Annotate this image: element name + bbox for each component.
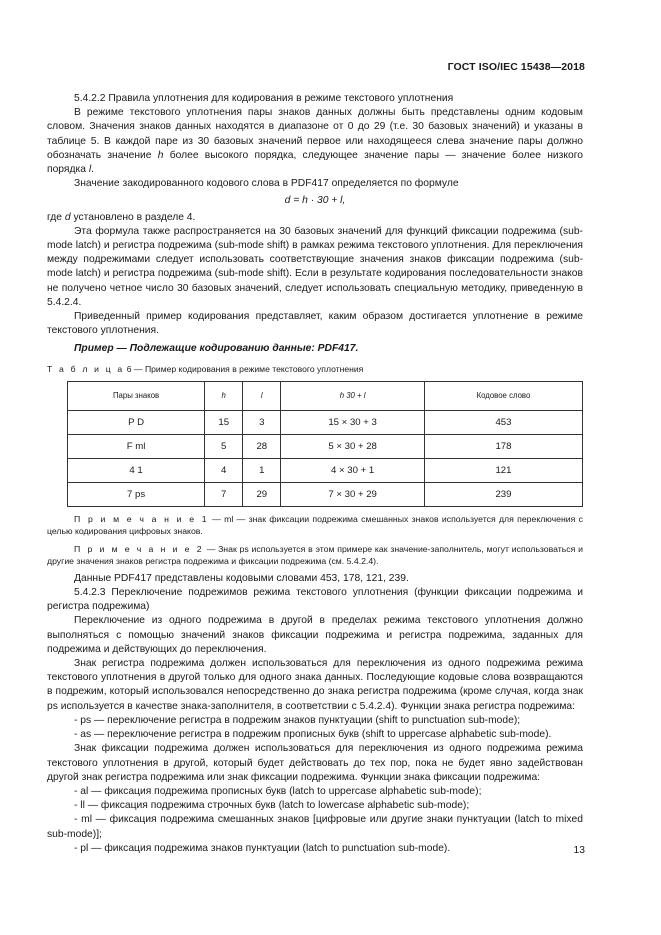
note-2: П р и м е ч а н и е 2 — Знак ps используется в этом примере как значение-заполнитель, могут использоваться и другие значения знаков регистра подрежима и фиксации подрежима (см. 5.4.2.4). (47, 543, 583, 566)
paragraph-pairs: В режиме текстового уплотнения пары знаков данных должны быть представлены одним кодовым словом. Значения знаков данных находятся в диапазоне от 0 до 29 (т.е. 30 базовых значений) и указаны в таблице 5. В каждой паре из 30 базовых значений первое или находящееся слева значение пары должно обозначать значение h более высокого порядка, следующее значение пары — значение более низкого порядка l. (47, 107, 583, 176)
table-header-cell: Кодовое слово (424, 381, 582, 410)
table-row (68, 410, 583, 434)
table-cell: 4 1 (68, 458, 205, 482)
section-heading-5-4-2-2: 5.4.2.2 Правила уплотнения для кодирования в режиме текстового уплотнения (74, 93, 454, 104)
table-header-cell: h 30 + l (281, 381, 425, 410)
table-cell: 7 × 30 + 29 (281, 482, 425, 506)
table-header-cell: l (243, 381, 281, 410)
table-cell: 239 (424, 482, 582, 506)
table-cell: 5 × 30 + 28 (281, 434, 425, 458)
table-cell: F ml (68, 434, 205, 458)
table-cell: 4 × 30 + 1 (281, 458, 425, 482)
table-cell: 121 (424, 458, 582, 482)
table-row (68, 434, 583, 458)
paragraph-switching: Переключение из одного подрежима в другой в пределах режима текстового уплотнения должно выполняться с помощью значений знаков фиксации подрежима и регистра подрежима, заданных для подрежима и действующих до переключения. (47, 615, 583, 655)
list-item-pl: - pl — фиксация подрежима знаков пунктуации (latch to punctuation sub-mode). (74, 842, 451, 854)
table-cell: 7 (205, 482, 243, 506)
paragraph-formula-scope: Эта формула также распространяется на 30 базовых значений для функций фиксации подрежима (sub-mode latch) и регистра подрежима (sub-mode shift) в рамках режима текстового уплотнения. Для переключения между подрежимами следует использовать соответствующие значения знаков фиксации подрежима (sub-mode latch) и регистра подрежима (sub-mode shift). Если в результате кодирования последовательности знаков не получено четное число 30 базовых значений, следует использовать специальную методику, приведенную в 5.4.2.4. (47, 225, 583, 308)
table-cell: 28 (243, 434, 281, 458)
table-row (68, 482, 583, 506)
table-cell: 453 (424, 410, 582, 434)
table-cell: 15 (205, 410, 243, 434)
paragraph-latch: Знак фиксации подрежима должен использоваться для переключения из одного подрежима режима текстового уплотнения в другой, который будет действовать до тех пор, пока не будет явно задействован другой знак регистра подрежима или знак фиксации подрежима. Функции знака фиксации подрежима: (47, 743, 583, 783)
formula: d = h · 30 + l, (284, 195, 346, 207)
list-item-ml: - ml — фиксация подрежима смешанных знаков [цифровые или другие знаки пунктуации (latch to mixed sub-mode)]; (47, 814, 583, 840)
paragraph-codewords: Данные PDF417 представлены кодовыми словами 453, 178, 121, 239. (74, 572, 409, 584)
table-cell: 7 ps (68, 482, 205, 506)
table-header-row (68, 381, 583, 410)
page-content (47, 92, 583, 856)
note-1: П р и м е ч а н и е 1 — ml — знак фиксации подрежима смешанных знаков используется для переключения с целью кодирования цифровых знаков. (47, 513, 583, 536)
list-item-ps: - ps — переключение регистра в подрежим знаков пунктуации (shift to punctuation sub-mode); (74, 714, 521, 726)
encoding-example-table (67, 381, 583, 507)
section-heading-5-4-2-3: 5.4.2.3 Переключение подрежимов режима текстового уплотнения (функции фиксации подрежима и регистра подрежима) (47, 587, 583, 613)
list-item-as: - as — переключение регистра в подрежим прописных букв (shift to uppercase alphabetic sub-mode). (74, 729, 552, 741)
paragraph-shift: Знак регистра подрежима должен использоваться для переключения из одного подрежима режима текстового уплотнения в другой только для одного знака данных. Последующие кодовые слова возвращаются в подрежим, который использовался непосредственно до знака регистра подрежима (кроме случая, когда знак ps используется в качестве знака-заполнителя, в соответствии с 5.4.2.4). Функции знака регистра подрежима: (47, 658, 583, 712)
example-title: Пример — Подлежащие кодированию данные: PDF417. (74, 343, 359, 355)
table-cell: 3 (243, 410, 281, 434)
table-cell: 15 × 30 + 3 (281, 410, 425, 434)
standard-header: ГОСТ ISO/IEC 15438—2018 (447, 61, 585, 73)
table-caption: Т а б л и ц а 6 — Пример кодирования в режиме текстового уплотнения (47, 363, 364, 374)
paragraph-example-intro: Приведенный пример кодирования представляет, каким образом достигается уплотнение в режиме текстового уплотнения. (47, 311, 583, 337)
paragraph-formula-intro: Значение закодированного кодового слова в PDF417 определяется по формуле (74, 178, 459, 190)
table-cell: 5 (205, 434, 243, 458)
table-cell: P D (68, 410, 205, 434)
page-number: 13 (573, 845, 585, 856)
paragraph-where: где d установлено в разделе 4. (47, 211, 196, 223)
table-cell: 1 (243, 458, 281, 482)
table-row (68, 458, 583, 482)
table-cell: 29 (243, 482, 281, 506)
list-item-al: - al — фиксация подрежима прописных букв (latch to uppercase alphabetic sub-mode); (74, 785, 482, 797)
list-item-ll: - ll — фиксация подрежима строчных букв (latch to lowercase alphabetic sub-mode); (74, 800, 470, 812)
table-cell: 178 (424, 434, 582, 458)
table-cell: 4 (205, 458, 243, 482)
table-header-cell: Пары знаков (68, 381, 205, 410)
table-header-cell: h (205, 381, 243, 410)
